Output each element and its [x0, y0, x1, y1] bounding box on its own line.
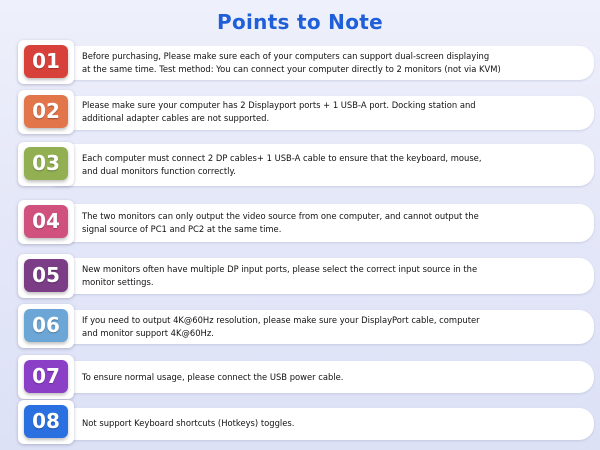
number-badge: 05	[24, 259, 68, 292]
note-item-08	[18, 400, 578, 446]
note-item-06	[18, 304, 578, 352]
number-badge: 07	[24, 360, 68, 393]
note-text: Each computer must connect 2 DP cables+ 1 USB-A cable to ensure that the keyboard, mouse, and dual monitors function correctly.	[82, 153, 482, 176]
number-badge: 01	[24, 45, 68, 78]
number-badge: 02	[24, 95, 68, 128]
note-item-07	[18, 355, 578, 399]
note-item-05	[18, 254, 578, 302]
note-item-03	[18, 142, 578, 190]
note-text: Not support Keyboard shortcuts (Hotkeys) toggles.	[82, 418, 295, 428]
note-item-01	[18, 40, 578, 88]
number-badge: 06	[24, 309, 68, 342]
note-text: Before purchasing, Please make sure each of your computers can support dual-screen displaying at the same time. Test method: You can connect your computer directly to 2 monitors (not via KVM)	[82, 51, 501, 74]
note-text: If you need to output 4K@60Hz resolution, please make sure your DisplayPort cable, computer and monitor support 4K@60Hz.	[82, 315, 480, 338]
note-item-02	[18, 90, 578, 138]
note-text: To ensure normal usage, please connect the USB power cable.	[82, 372, 344, 382]
note-text: Please make sure your computer has 2 Displayport ports + 1 USB-A port. Docking station and additional adapter cables are not supported.	[82, 100, 476, 123]
page-title: Points to Note	[217, 10, 383, 34]
note-text: New monitors often have multiple DP input ports, please select the correct input source in the monitor settings.	[82, 264, 478, 287]
number-badge: 04	[24, 205, 68, 238]
number-badge: 08	[24, 405, 68, 438]
note-item-04	[18, 200, 578, 248]
note-text: The two monitors can only output the video source from one computer, and cannot output the signal source of PC1 and PC2 at the same time.	[82, 211, 479, 234]
number-badge: 03	[24, 147, 68, 180]
